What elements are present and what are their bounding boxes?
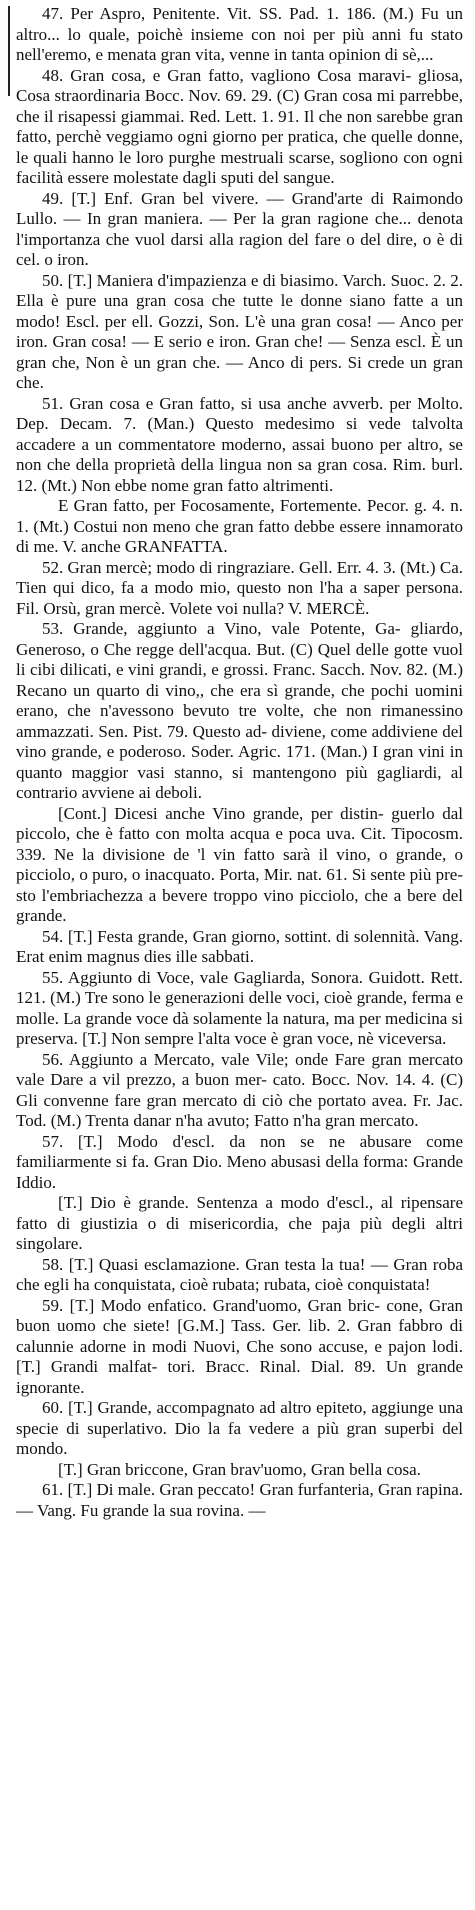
entry-line: Red. Lett. 1. 91. Il che non sarebbe gran fatto, [16, 106, 464, 146]
entry-line: cosa. [386, 1459, 421, 1479]
entry-line: donne, le quali hanno le loro purghe mestruali scarse, [16, 127, 464, 167]
dictionary-entry [16, 66, 463, 189]
entry-line: lib. 2. Gran fabbro di calunnie adorne in modi Nuovi, [16, 1316, 463, 1356]
entry-line: 47. Per Aspro, Penitente. Vit. SS. Pad. 1. 186. [42, 4, 376, 23]
entry-line: mercato di ciò che portato avea. Fr. Jac. Tod. [16, 1090, 464, 1130]
entry-line: a bere del grande. [16, 885, 463, 925]
dictionary-entry [16, 271, 463, 394]
entry-line: alla ragion del fare o del dire, o è di cel. o iron. [16, 229, 463, 269]
entry-line: che paja più degli altri singolare. [16, 1213, 464, 1253]
dictionary-entry [16, 1460, 463, 1481]
entry-line: forma: Grande Iddio. [16, 1152, 463, 1192]
entry-line: e grossi. Franc. Sacch. Nov. 82. (M.) Recano un [16, 660, 463, 700]
entry-line: 59. [T.] Modo enfatico. Grand'uomo, Gran bric- [42, 1295, 381, 1315]
dictionary-entry [16, 968, 463, 1050]
entry-line: gliardo, Generoso, o Che regge dell'acqua. But. (C) [16, 619, 464, 659]
entry-line: Volete voi nulla? V. MERCÈ. [169, 598, 370, 618]
entry-line: (M.) Trenta danar n'ha avuto; Fatto n'ha gran [50, 1111, 356, 1130]
entry-line: vita, venne in tanta opinion di sè,... [195, 45, 434, 64]
entry-line: per Molto. Dep. Decam. 7. (Man.) Questo medesimo [16, 393, 463, 433]
dictionary-entry [16, 4, 463, 66]
entry-line: perchè veggiamo ogni giorno per pratica, che quelle [56, 127, 413, 146]
entry-line: maggior vasi stanno, si mantengono più gagliardi, [71, 762, 442, 782]
entry-line: 55. Aggiunto di Voce, vale Gagliarda, Sonora. [42, 967, 364, 987]
dictionary-entry [16, 558, 463, 620]
entry-line: delle voci, cioè grande, ferma e molle. La grande [16, 988, 463, 1028]
entry-line: tutte le donne siano fatte a un modo! Escl. per ell. [16, 291, 463, 331]
dictionary-entry [16, 619, 463, 804]
dictionary-entry [16, 496, 463, 558]
entry-line: 4. 3. (Mt.) Ca. Tien qui dico, fa a modo mio, questo [16, 557, 464, 597]
entry-line: aggiunge una specie di superlativo. Dio la fa vedere [16, 1398, 464, 1438]
entry-line: E Gran fatto, per Focosamente, Fortemente. [58, 496, 362, 515]
entry-line: [T.] Dio è grande. Sentenza a modo d'escl., [58, 1193, 374, 1212]
dictionary-entry [16, 1132, 463, 1194]
entry-line: GRANFATTA. [124, 537, 228, 556]
entry-line: preserva. [T.] Non sempre l'alta voce è gran voce, [16, 1029, 354, 1048]
entry-line: 53. Grande, aggiunto a Vino, vale Potente, Ga- [42, 619, 401, 638]
dictionary-entry [16, 1255, 463, 1296]
entry-line: nè viceversa. [357, 1029, 447, 1048]
entry-line: Raimondo Lullo. — In gran maniera. — Per la gran [16, 188, 463, 228]
entry-line: al ripensare fatto di giustizia o di misericordia, [16, 1193, 463, 1233]
entry-line: 48. Gran cosa, e Gran fatto, vagliono Cosa maravi- [42, 65, 412, 85]
entry-line: — Gran roba che egli ha conquistata, cioè rubata; [16, 1254, 464, 1294]
entry-line: Gran cosa mi parrebbe, che il risapessi giammai. [16, 86, 463, 126]
entry-line: erano, che n'avessono bevuto tre volte, che non [16, 701, 372, 720]
entry-line: 57. [T.] Modo d'escl. da non se ne abusare come [42, 1131, 463, 1151]
entry-line: 61. [T.] Di male. Gran peccato! Gran furfanteria, [42, 1480, 374, 1499]
entry-line: 52. Gran mercè; modo di ringraziare. Gell. Err. [42, 557, 362, 577]
dictionary-entry [16, 804, 463, 927]
entry-line: rubata, cioè conquistata! [263, 1275, 431, 1294]
entry-line: 60. [T.] Grande, accompagnato ad altro epiteto, [42, 1398, 367, 1417]
entry-line: gliosa, Cosa straordinaria Bocc. Nov. 69. 29. (C) [16, 65, 464, 105]
entry-line: mercato. [359, 1111, 419, 1130]
entry-line: a più gran superbi del mondo. [16, 1418, 464, 1458]
entry-line: voce dà solamente la natura, ma per medicina si [136, 1008, 464, 1028]
dictionary-entry [16, 394, 463, 497]
entry-line: 58. [T.] Quasi esclamazione. Gran testa la tua! [42, 1254, 366, 1274]
dictionary-entry [16, 927, 463, 968]
dictionary-entry [16, 1050, 463, 1132]
entry-line: assai buono per altro, se non che della proprietà [16, 434, 463, 474]
entry-line: al contrario avviene ai deboli. [16, 762, 463, 802]
entry-line: Gozzi, Son. L'è una gran cosa! — Anco per iron. [16, 311, 464, 351]
entry-line: Non ebbe nome gran fatto altrimenti. [81, 475, 334, 495]
entry-line: guerlo dal piccolo, che è fatto con molta acqua e [16, 803, 464, 843]
entry-line: poca uva. Cit. Tipocosm. 339. Ne la divisione de [16, 824, 463, 864]
entry-line: di pers. Si crede un gran che. [16, 352, 463, 392]
entry-line: escl. È un gran che, Non è un gran che. — Anco [16, 332, 464, 372]
entry-line: non l'ha a saper persona. Fil. Orsù, gran mercè. [16, 578, 463, 618]
entry-line: Guidott. Rett. 121. (M.) Tre sono le generazioni [16, 967, 464, 1007]
entry-line: fatto debbe essere innamorato di me. V. anche [16, 516, 463, 556]
entry-line: familiarmente si fa. Gran Dio. Meno abusasi della [16, 1152, 359, 1171]
entry-line: diviene, come addiviene del vino grande, e poderoso. [16, 721, 464, 761]
dictionary-entry [16, 189, 463, 271]
entry-line: Gran cosa! — E serio e iron. Gran che! — Senza [52, 332, 391, 351]
entry-line: rimanessino ammazzati. Sen. Pist. 79. Questo ad- [16, 701, 463, 741]
entry-line: si vede talvolta accadere a un commentatore moderno, [16, 414, 463, 454]
entry-line: 54. [T.] Festa grande, Gran giorno, sottint. di [42, 926, 350, 946]
entry-line: gran mercato vale Dare a vil prezzo, a buon mer- [16, 1049, 464, 1089]
entry-line: Quel delle gotte vuol li cibi dilicati, e vini grandi, [16, 639, 463, 679]
entry-line: o inacquato. Porta, Mir. nat. 61. Si sente più pre- [131, 865, 464, 884]
dictionary-entry [16, 1480, 463, 1521]
entry-line: sputi del sangue. [220, 168, 335, 187]
dictionary-entry [16, 1193, 463, 1255]
dictionary-entry [16, 1296, 463, 1399]
entry-line: 50. [T.] Maniera d'impazienza e di biasimo. [42, 270, 339, 290]
entry-line: [Cont.] Dicesi anche Vino grande, per distin- [58, 803, 384, 823]
entry-line: Soder. Agric. 171. (Man.) I gran vini in quanto [16, 742, 464, 782]
entry-line: tori. Bracc. Rinal. Dial. 89. Un grande ignorante. [16, 1357, 464, 1397]
entry-line: solennità. Vang. Erat enim magnus dies ille sabbati. [16, 926, 463, 966]
entry-line: sto l'embriachezza a bevere troppo vino picciolo, che [16, 885, 388, 905]
entry-line: Pecor. g. 4. n. 1. (Mt.) Costui non meno che gran [16, 496, 463, 536]
entry-line: 49. [T.] Enf. Gran bel vivere. — Grand'arte di [42, 188, 385, 208]
entry-line: della lingua non sa gran cosa. Rim. burl. 12. (Mt.) [16, 455, 463, 495]
entry-line: Gran rapina. — Vang. Fu grande la sua rovina. — [16, 1480, 463, 1520]
entry-line: [T.] Gran briccone, Gran brav'uomo, Gran bella [58, 1459, 383, 1479]
entry-line: Varch. Suoc. 2. 2. Ella è pure una gran cosa che [16, 270, 463, 310]
entry-line: 56. Aggiunto a Mercato, vale Vile; onde Fare [42, 1049, 365, 1069]
entry-line: sogliono con ogni facilità essere molestate dagli [16, 147, 463, 187]
entry-line: noi per più anni fu stato nell'eremo, e menata gran [16, 24, 463, 64]
entry-line: quarto di vino,, che era sì grande, che pochi uomini [96, 680, 464, 700]
dictionary-entry [16, 1398, 463, 1460]
entry-line: (M.) Fu un altro... lo quale, poichè insieme con [16, 4, 463, 44]
entry-line: 'l vin fatto sarà il vino, o grande, o picciolo, o puro, [16, 844, 464, 884]
entry-line: 51. Gran cosa e Gran fatto, si usa anche avverb. [42, 393, 384, 413]
entry-line: cato. Bocc. Nov. 14. 4. (C) Gli convenne fare gran [16, 1070, 464, 1110]
entry-line: ragione che... denota l'importanza che vuol darsi [16, 209, 463, 249]
entry-line: Che sono accuse, e pajon lodi. [T.] Grandi malfat- [16, 1336, 464, 1376]
entry-line: cone, Gran buon uomo che siete! [G.M.] Tass. Ger. [16, 1295, 464, 1335]
